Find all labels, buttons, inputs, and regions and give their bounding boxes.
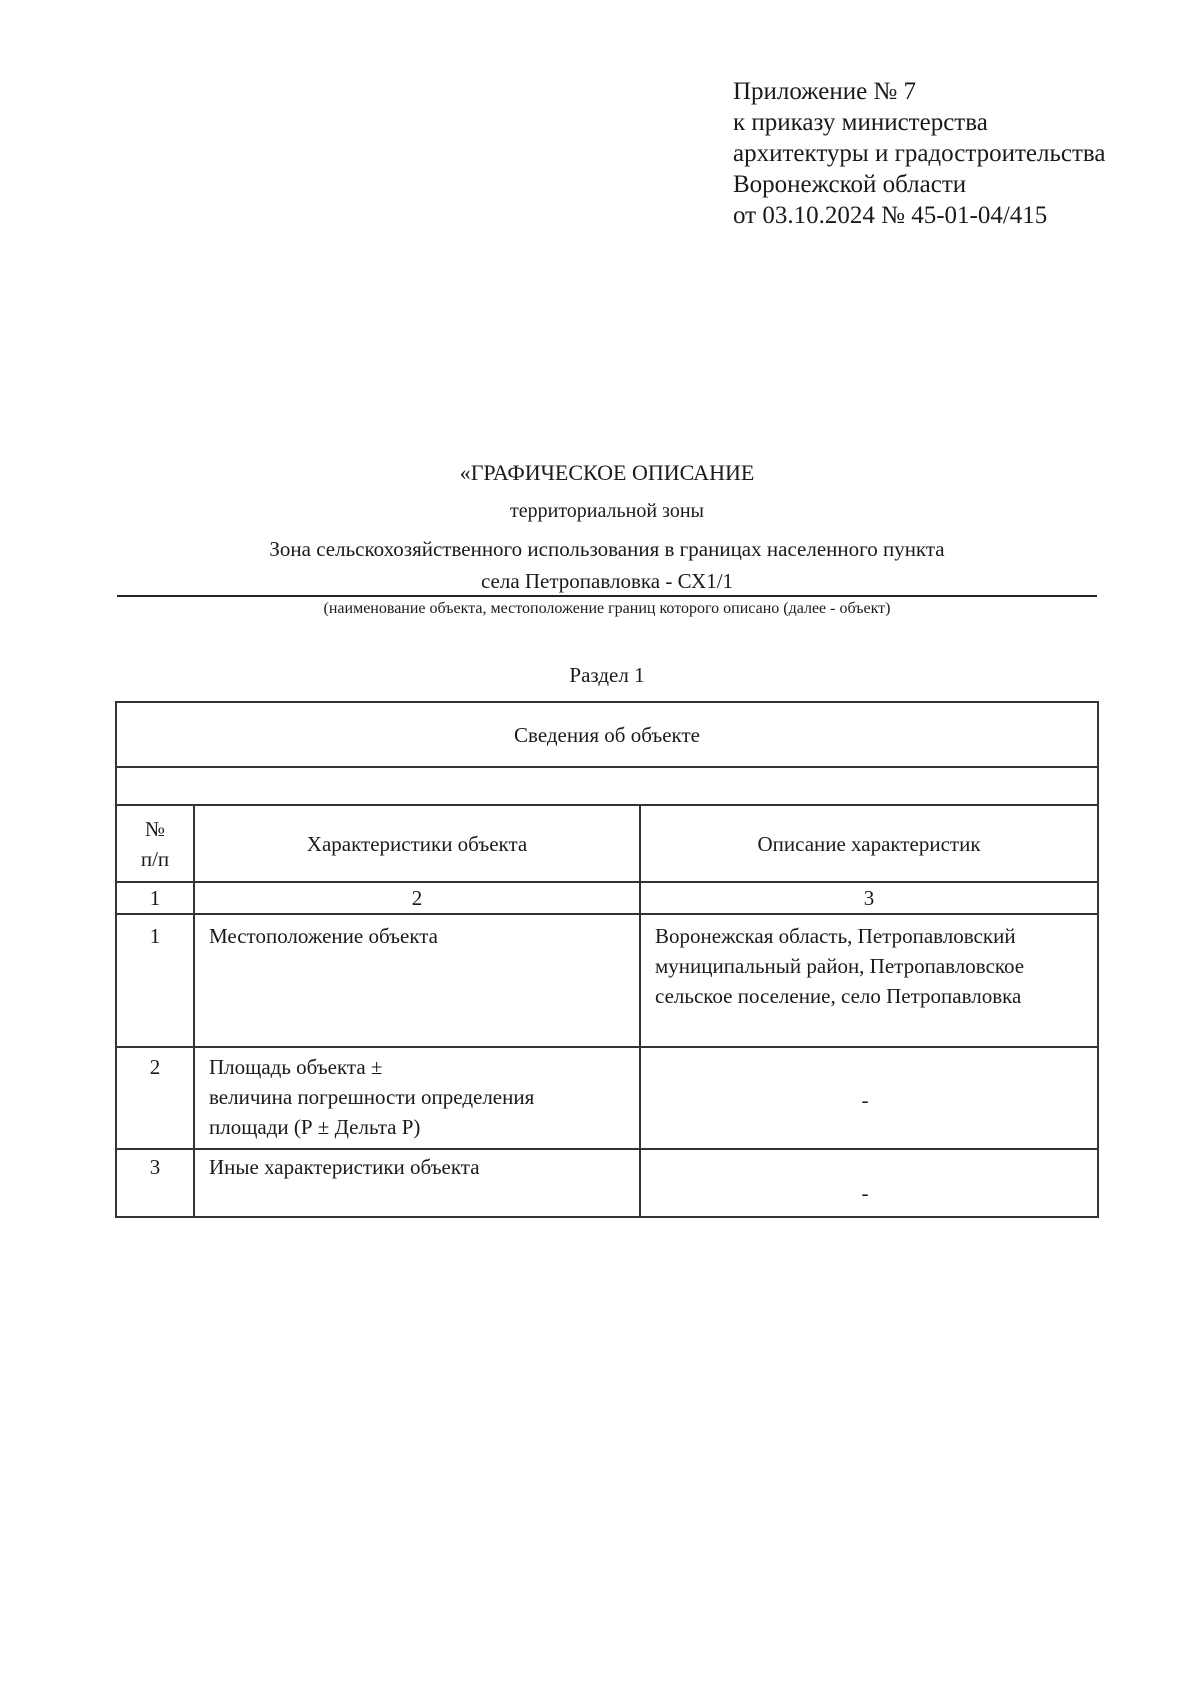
table-row: [116, 1047, 1098, 1149]
appendix-line: архитектуры и градостроительства: [733, 140, 1106, 167]
column-number-row: [116, 882, 1098, 914]
column-number: 1: [116, 882, 194, 914]
object-name-line-2: села Петропавловка - СХ1/1: [480, 569, 734, 593]
header-characteristic: Характеристики объекта: [194, 805, 640, 882]
row-characteristic: Иные характеристики объекта: [194, 1149, 640, 1217]
column-number: 3: [640, 882, 1098, 914]
row-number: 2: [116, 1047, 194, 1149]
document-title: [117, 458, 1097, 596]
title-caption: (наименование объекта, местоположение границ которого описано (далее - объект): [323, 600, 891, 617]
appendix-line: к приказу министерства: [733, 109, 988, 136]
table-row: [116, 914, 1098, 1047]
row-characteristic: Площадь объекта ± величина погрешности определения площади (Р ± Дельта Р): [194, 1047, 640, 1149]
table-caption-row: [116, 702, 1098, 767]
title-subheading: территориальной зоны: [510, 500, 704, 522]
appendix-line: от 03.10.2024 № 45-01-04/415: [733, 202, 1048, 229]
appendix-line: Приложение № 7: [733, 78, 917, 105]
row-description: -: [640, 1047, 1098, 1149]
table-caption: Сведения об объекте: [116, 702, 1098, 767]
header-number: № п/п: [116, 805, 194, 882]
appendix-line: Воронежской области: [733, 171, 967, 198]
header-description: Описание характеристик: [640, 805, 1098, 882]
row-description: Воронежская область, Петропавловский муниципальный район, Петропавловское сельское поселение, село Петропавловка: [640, 914, 1098, 1047]
title-heading: «ГРАФИЧЕСКОЕ ОПИСАНИЕ: [459, 460, 755, 485]
table-header-row: [116, 805, 1098, 882]
appendix-header: [733, 76, 1105, 231]
column-number: 2: [194, 882, 640, 914]
row-characteristic: Местоположение объекта: [194, 914, 640, 1047]
table-blank-row: [116, 767, 1098, 805]
object-info-table: [115, 701, 1099, 1218]
table-row: [116, 1149, 1098, 1217]
row-description: -: [640, 1149, 1098, 1217]
object-name-line-1: Зона сельскохозяйственного использования в границах населенного пункта: [269, 537, 945, 561]
row-number: 3: [116, 1149, 194, 1217]
section-label: Раздел 1: [569, 663, 645, 687]
row-number: 1: [116, 914, 194, 1047]
title-underline: [117, 595, 1097, 597]
